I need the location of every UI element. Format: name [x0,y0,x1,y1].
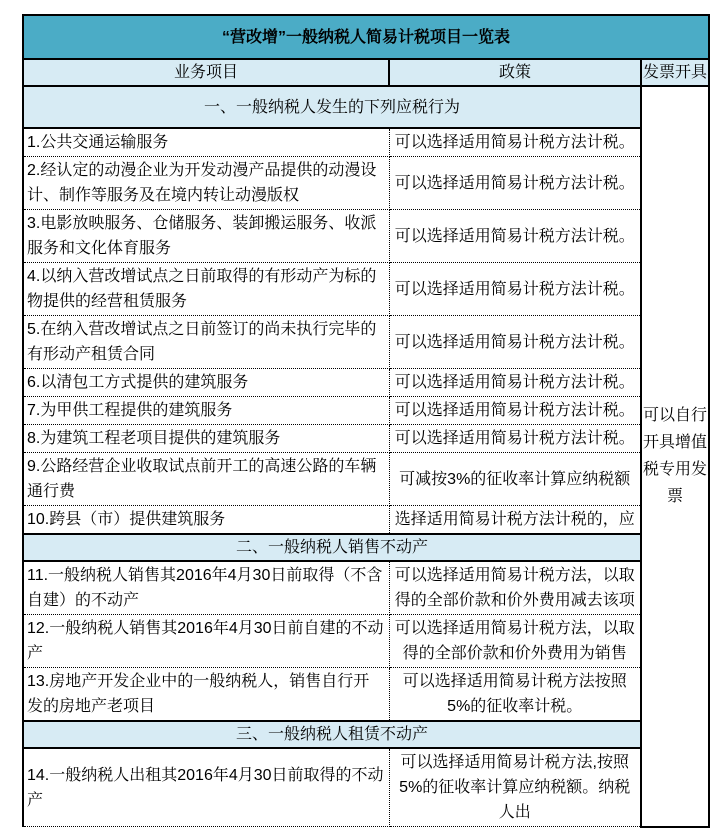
item-cell: 5.在纳入营改增试点之日前签订的尚未执行完毕的有形动产租赁合同 [23,316,389,369]
invoice-note-cell: 可以自行开具增值税专用发票 [641,86,709,827]
section-heading-2: 二、一般纳税人销售不动产 [23,534,641,561]
policy-cell: 可以选择适用简易计税方法,按照5%的征收率计算应纳税额。纳税人出 [389,748,641,827]
item-cell: 8.为建筑工程老项目提供的建筑服务 [23,425,389,453]
item-cell: 13.房地产开发企业中的一般纳税人，销售自行开发的房地产老项目 [23,668,389,722]
table-row [23,425,709,453]
item-cell: 7.为甲供工程提供的建筑服务 [23,397,389,425]
header-row [23,59,709,86]
table-row [23,668,709,722]
policy-cell: 可以选择适用简易计税方法计税。 [389,425,641,453]
policy-cell: 选择适用简易计税方法计税的，应 [389,506,641,535]
policy-cell: 可减按3%的征收率计算应纳税额 [389,453,641,506]
policy-cell: 可以选择适用简易计税方法计税。 [389,157,641,210]
policy-cell: 可以选择适用简易计税方法计税。 [389,128,641,157]
policy-cell: 可以选择适用简易计税方法计税。 [389,263,641,316]
table-row [23,157,709,210]
section-heading-3: 三、一般纳税人租赁不动产 [23,721,641,748]
policy-cell: 可以选择适用简易计税方法计税。 [389,369,641,397]
section-heading-row [23,721,709,748]
policy-cell: 可以选择适用简易计税方法，以取得的全部价款和价外费用减去该项 [389,561,641,615]
policy-cell: 可以选择适用简易计税方法，以取得的全部价款和价外费用为销售 [389,615,641,668]
policy-cell: 可以选择适用简易计税方法计税。 [389,210,641,263]
item-cell: 9.公路经营企业收取试点前开工的高速公路的车辆通行费 [23,453,389,506]
section-heading-row [23,86,709,128]
column-header-invoice: 发票开具 [641,59,709,86]
title-row [23,15,709,59]
table-row [23,128,709,157]
policy-cell: 可以选择适用简易计税方法计税。 [389,316,641,369]
column-header-item: 业务项目 [23,59,389,86]
item-cell: 10.跨县（市）提供建筑服务 [23,506,389,535]
table-row [23,397,709,425]
item-cell: 11.一般纳税人销售其2016年4月30日前取得（不含自建）的不动产 [23,561,389,615]
item-cell: 4.以纳入营改增试点之日前取得的有形动产为标的物提供的经营租赁服务 [23,263,389,316]
table-row [23,506,709,535]
item-cell: 3.电影放映服务、仓储服务、装卸搬运服务、收派服务和文化体育服务 [23,210,389,263]
vat-simplified-tax-table [22,14,710,828]
item-cell: 2.经认定的动漫企业为开发动漫产品提供的动漫设计、制作等服务及在境内转让动漫版权 [23,157,389,210]
table-row [23,748,709,827]
item-cell: 1.公共交通运输服务 [23,128,389,157]
policy-cell: 可以选择适用简易计税方法计税。 [389,397,641,425]
table-row [23,615,709,668]
section-heading-1: 一、一般纳税人发生的下列应税行为 [23,86,641,128]
table-row [23,210,709,263]
section-heading-row [23,534,709,561]
table-row [23,316,709,369]
item-cell: 12.一般纳税人销售其2016年4月30日前自建的不动产 [23,615,389,668]
table-row [23,263,709,316]
table-row [23,453,709,506]
table-row [23,561,709,615]
table-row [23,369,709,397]
column-header-policy: 政策 [389,59,641,86]
table-title: “营改增”一般纳税人简易计税项目一览表 [23,15,709,59]
item-cell: 14.一般纳税人出租其2016年4月30日前取得的不动产 [23,748,389,827]
policy-cell: 可以选择适用简易计税方法按照5%的征收率计税。 [389,668,641,722]
item-cell: 6.以清包工方式提供的建筑服务 [23,369,389,397]
